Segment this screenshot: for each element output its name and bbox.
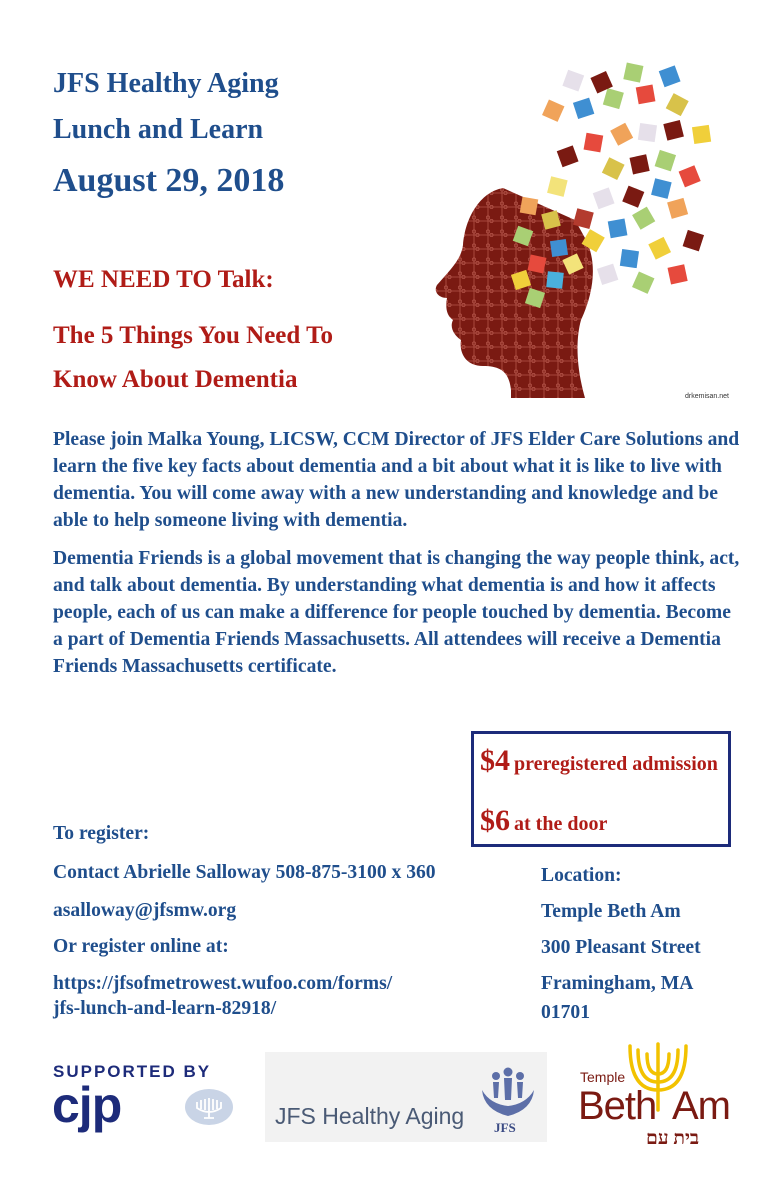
preregistered-amount: $4 [480,744,510,777]
preregistered-price [480,744,718,778]
register-email[interactable]: asalloway@jfsmw.org [53,900,237,921]
location-city: Framingham, MA [541,973,694,994]
image-credit: drkemisan.net [685,393,729,400]
location-zip: 01701 [541,1002,590,1023]
register-online-label: Or register online at: [53,936,229,957]
event-type-title: Lunch and Learn [53,114,264,145]
register-url-line2[interactable]: jfs-lunch-and-learn-82918/ [53,998,277,1019]
head-puzzle-illustration [425,60,725,420]
talk-heading: WE NEED TO Talk: [53,266,274,293]
jfs-hands-icon [476,1060,540,1124]
cjp-logo-text: cjp [52,1077,122,1133]
register-heading: To register: [53,823,150,844]
description-paragraph-2: Dementia Friends is a global movement that is changing the way people think, act, and talk about dementia. By understanding what dementia is and how it affects people, each of us can make a difference for people touched by dementia. Become a part of Dementia Friends Massachusetts. All attendees will receive a Dementia Friends Massachusetts certificate. [53,548,740,677]
jfs-mark: JFS [494,1120,516,1135]
price-box [471,731,731,847]
location-street: 300 Pleasant Street [541,937,701,958]
description-paragraph-1: Please join Malka Young, LICSW, CCM Director of JFS Elder Care Solutions and learn the five key facts about dementia and a bit about what it is like to live with dementia. You will come away with a new understanding and knowledge and be able to help someone living with dementia. [53,429,740,531]
door-price [480,804,607,838]
register-contact: Contact Abrielle Salloway 508-875-3100 x 360 [53,862,436,883]
location-name: Temple Beth Am [541,901,681,922]
supported-by-label: SUPPORTED BY [53,1062,212,1081]
temple-hebrew-text: בית עם [646,1128,700,1149]
jfs-logo-text: JFS Healthy Aging [275,1103,465,1129]
location-heading: Location: [541,865,622,886]
preregistered-label: preregistered admission [514,753,718,775]
temple-am-text: Am [672,1084,730,1128]
head-silhouette [436,188,593,398]
talk-subtitle-line1: The 5 Things You Need To [53,322,333,349]
temple-small-label: Temple [580,1069,626,1085]
temple-beth-text: Beth [578,1084,657,1128]
event-date: August 29, 2018 [53,162,285,199]
event-series-title: JFS Healthy Aging [53,68,279,99]
cjp-menorah-icon [184,1088,234,1126]
talk-subtitle-line2: Know About Dementia [53,366,298,393]
register-url-line1[interactable]: https://jfsofmetrowest.wufoo.com/forms/ [53,973,393,994]
door-label: at the door [514,813,608,835]
door-amount: $6 [480,804,510,837]
